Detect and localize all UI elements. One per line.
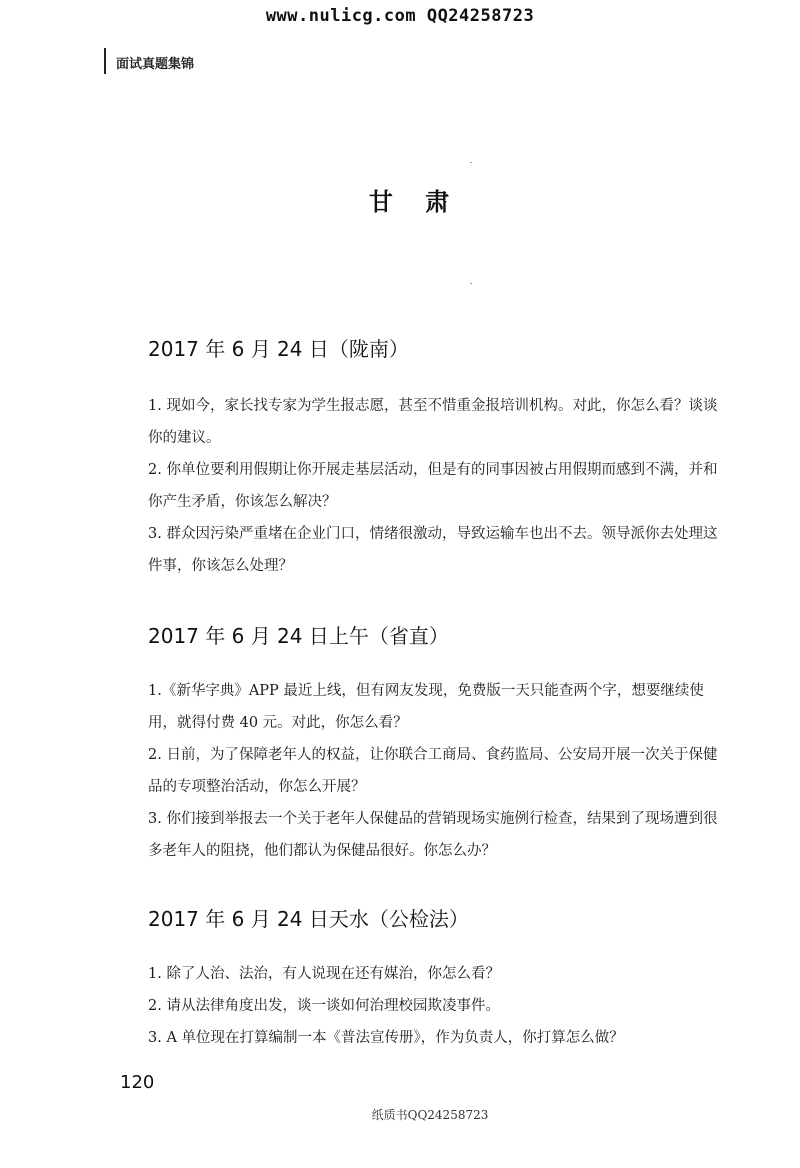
scan-speck: [470, 162, 472, 163]
page-number: 120: [120, 1072, 155, 1093]
question-item: 2. 你单位要利用假期让你开展走基层活动，但是有的同事因被占用假期而感到不满，并和你产生矛盾，你该怎么解决？: [148, 462, 718, 510]
question-item: 1. 现如今，家长找专家为学生报志愿，甚至不惜重金报培训机构。对此，你怎么看？谈谈你的建议。: [148, 398, 718, 446]
scan-speck: [470, 283, 472, 284]
question-item: 1.《新华字典》APP 最近上线，但有网友发现，免费版一天只能查两个字，想要继续使用，就得付费 40 元。对此，你怎么看？: [148, 683, 704, 731]
section-heading-tianshui: 2017 年 6 月 24 日天水（公检法）: [148, 907, 469, 931]
question-item: 1. 除了人治、法治，有人说现在还有媒治，你怎么看？: [148, 966, 500, 982]
question-item: 3. A 单位现在打算编制一本《普法宣传册》，作为负责人，你打算怎么做？: [148, 1030, 624, 1046]
question-item: 3. 群众因污染严重堵在企业门口，情绪很激动，导致运输车也出不去。领导派你去处理这件事，你该怎么处理？: [148, 526, 718, 574]
running-header: 面试真题集锦: [116, 57, 195, 72]
section-heading-longnan: 2017 年 6 月 24 日（陇南）: [148, 337, 409, 361]
header-divider: [104, 48, 106, 74]
bottom-watermark: 纸质书QQ24258723: [371, 1108, 489, 1122]
page-title: 甘 肃: [368, 188, 462, 216]
question-item: 2. 请从法律角度出发，谈一谈如何治理校园欺凌事件。: [148, 998, 500, 1014]
top-watermark: www.nulicg.com QQ24258723: [265, 6, 535, 26]
question-item: 3. 你们接到举报去一个关于老年人保健品的营销现场实施例行检查，结果到了现场遭到很多老年人的阻挠，他们都认为保健品很好。你怎么办？: [148, 811, 718, 859]
question-item: 2. 日前，为了保障老年人的权益，让你联合工商局、食药监局、公安局开展一次关于保健品的专项整治活动，你怎么开展？: [148, 747, 718, 795]
section-heading-shengzhi: 2017 年 6 月 24 日上午（省直）: [148, 624, 449, 648]
